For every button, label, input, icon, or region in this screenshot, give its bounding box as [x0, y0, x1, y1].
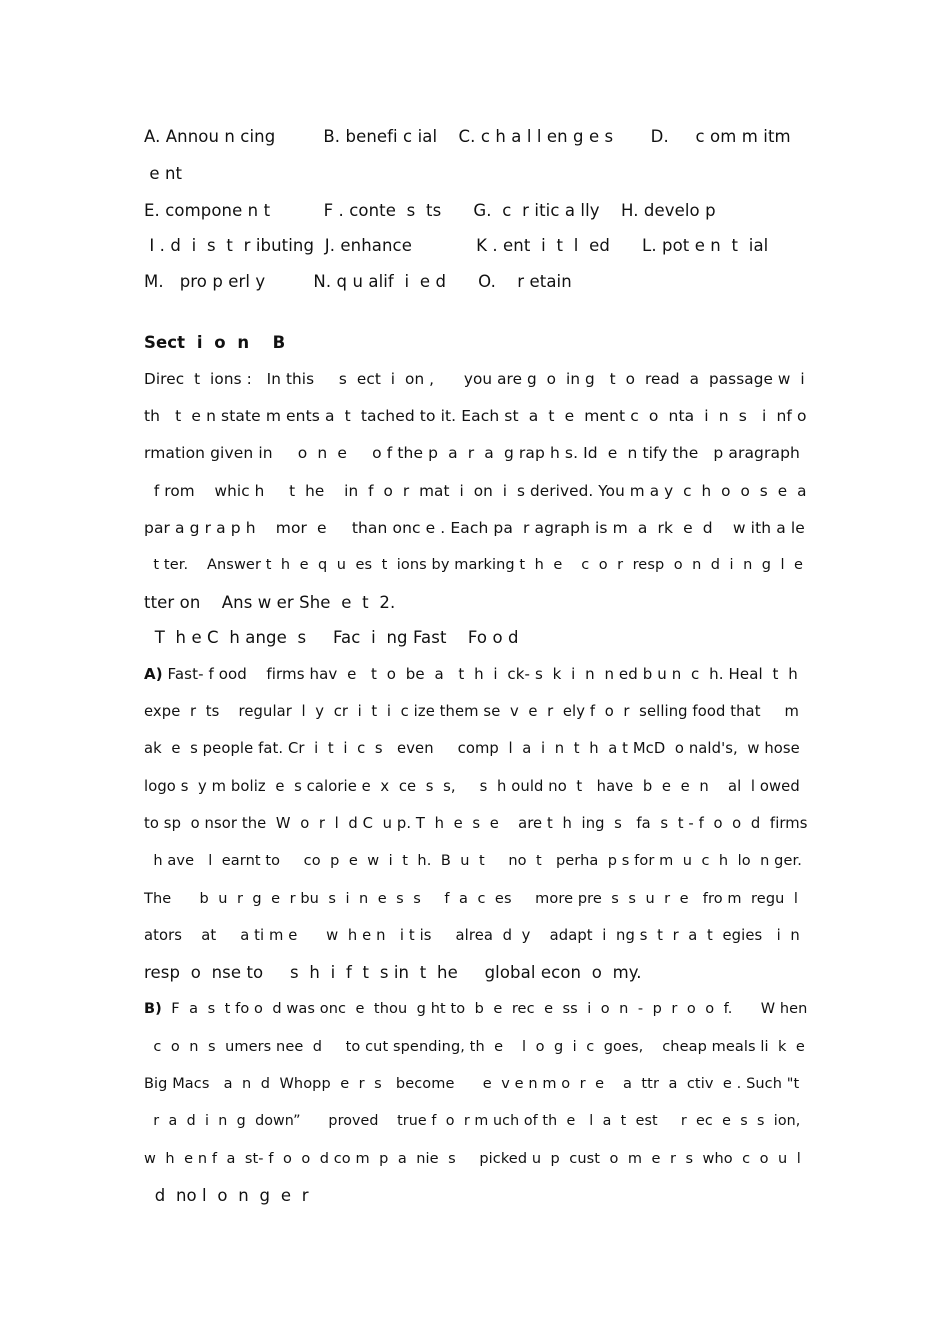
options-line: e nt [144, 164, 183, 183]
paragraph-text: Fast- f ood firms hav e t o be a t h i ck- s k i n n ed b u n c h. Heal t h [162, 665, 798, 683]
paragraph-line [144, 663, 798, 685]
directions-line: tter on Ans w er She e t 2. [144, 593, 396, 612]
options-line: A. Annou n cing B. benefi c ial C. c h a l l en g e s D. c om m itm [144, 127, 791, 146]
paragraph-line: to sp o nsor the W o r l d C u p. T h e s e are t h ing s fa s t - f o o d firms [144, 815, 808, 832]
paragraph-line: expe r ts regular l y cr i t i c ize them se v e r ely f o r selling food that m [144, 703, 799, 720]
paragraph-line: d no l o n g e r [144, 1186, 309, 1205]
passage-title: T h e C h ange s Fac i ng Fast Fo o d [144, 628, 519, 647]
options-line: E. compone n t F . conte s ts G. c r itic a lly H. develo p [144, 201, 716, 220]
directions-line: f rom whic h t he in f o r mat i on i s derived. You m a y c h o o s e a [144, 482, 807, 500]
directions-line: Direc t ions : In this s ect i on , you are g o in g t o read a passage w i [144, 370, 805, 388]
options-line: M. pro p erl y N. q u alif i e d O. r etain [144, 272, 572, 291]
options-line: I . d i s t r ibuting J. enhance K . ent i t l ed L. pot e n t ial [144, 236, 769, 255]
directions-line: rmation given in o n e o f the p a r a g rap h s. Id e n tify the p aragraph [144, 444, 800, 462]
paragraph-line: ators at a ti m e w h e n i t is alrea d y adapt i ng s t r a t egies i n [144, 927, 800, 944]
paragraph-line: w h e n f a st- f o o d co m p a nie s picked u p cust o m e r s who c o u l [144, 1151, 801, 1167]
directions-line: t ter. Answer t h e q u es t ions by marking t h e c o r resp o n d i n g l e [144, 557, 804, 573]
directions-line: par a g r a p h mor e than onc e . Each pa r agraph is m a rk e d w ith a le [144, 519, 805, 537]
paragraph-line: Big Macs a n d Whopp e r s become e v e n m o r e a ttr a ctiv e . Such "t [144, 1076, 800, 1092]
paragraph-marker: A) [144, 665, 163, 683]
directions-line: th t e n state m ents a t tached to it. Each st a t e ment c o nta i n s i nf o [144, 407, 807, 425]
paragraph-line: logo s y m boliz e s calorie e x ce s s, s h ould no t have b e e n al l owed [144, 778, 800, 795]
paragraph-line: h ave l earnt to co p e w i t h. B u t no t perha p s for m u c h lo n ger. [144, 853, 802, 869]
paragraph-line [144, 998, 807, 1020]
paragraph-line: r a d i n g down” proved true f o r m uch of th e l a t est r ec e s s ion, [144, 1113, 801, 1129]
paragraph-line: resp o nse to s h i f t s in t he global econ o my. [144, 963, 642, 982]
paragraph-text: F a s t fo o d was onc e thou g ht to b e rec e ss i o n - p r o o f. W hen [161, 1001, 808, 1017]
section-heading: Sect i o n B [144, 333, 286, 352]
paragraph-marker: B) [144, 1001, 162, 1017]
paragraph-line: c o n s umers nee d to cut spending, th e l o g i c goes, cheap meals li k e [144, 1039, 805, 1055]
paragraph-line: The b u r g e r bu s i n e s s f a c es more pre s s u r e fro m regu l [144, 891, 798, 907]
paragraph-line: ak e s people fat. Cr i t i c s even comp l a i n t h a t McD o nald's, w hose [144, 740, 800, 757]
